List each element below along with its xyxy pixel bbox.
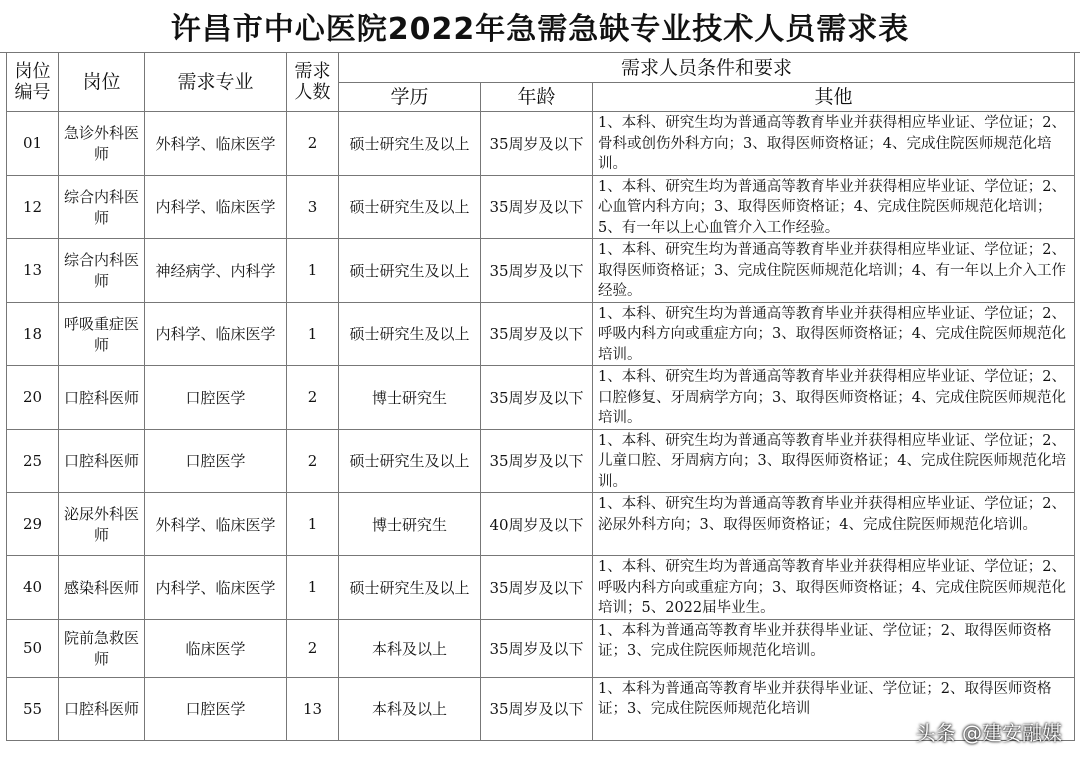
cell-education: 博士研究生	[339, 493, 481, 556]
table-row	[7, 429, 1075, 493]
cell-other: 1、本科、研究生均为普通高等教育毕业并获得相应毕业证、学位证；2、口腔修复、牙周病学方向；3、取得医师资格证；4、完成住院医师规范化培训。	[593, 366, 1075, 430]
cell-major: 外科学、临床医学	[145, 493, 287, 556]
cell-major: 内科学、临床医学	[145, 302, 287, 366]
cell-post: 口腔科医师	[59, 677, 145, 740]
cell-other: 1、本科为普通高等教育毕业并获得毕业证、学位证；2、取得医师资格证；3、完成住院医师规范化培训。	[593, 619, 1075, 677]
cell-code: 50	[7, 619, 59, 677]
cell-code: 20	[7, 366, 59, 430]
cell-count: 1	[287, 493, 339, 556]
cell-post: 院前急救医师	[59, 619, 145, 677]
cell-post: 感染科医师	[59, 556, 145, 620]
header-education: 学历	[339, 83, 481, 112]
table-row	[7, 112, 1075, 176]
cell-age: 35周岁及以下	[481, 366, 593, 430]
cell-other: 1、本科、研究生均为普通高等教育毕业并获得相应毕业证、学位证；2、心血管内科方向；3、取得医师资格证；4、完成住院医师规范化培训；5、有一年以上心血管介入工作经验。	[593, 175, 1075, 239]
cell-age: 35周岁及以下	[481, 556, 593, 620]
cell-post: 呼吸重症医师	[59, 302, 145, 366]
cell-count: 2	[287, 366, 339, 430]
table-row	[7, 239, 1075, 303]
cell-major: 外科学、临床医学	[145, 112, 287, 176]
cell-education: 博士研究生	[339, 366, 481, 430]
cell-other: 1、本科、研究生均为普通高等教育毕业并获得相应毕业证、学位证；2、泌尿外科方向；3、取得医师资格证；4、完成住院医师规范化培训。	[593, 493, 1075, 556]
cell-count: 1	[287, 302, 339, 366]
cell-code: 01	[7, 112, 59, 176]
header-count: 需求人数	[287, 53, 339, 112]
cell-code: 18	[7, 302, 59, 366]
table-row	[7, 175, 1075, 239]
cell-other: 1、本科、研究生均为普通高等教育毕业并获得相应毕业证、学位证；2、呼吸内科方向或重症方向；3、取得医师资格证；4、完成住院医师规范化培训。	[593, 302, 1075, 366]
cell-education: 本科及以上	[339, 619, 481, 677]
cell-age: 35周岁及以下	[481, 175, 593, 239]
cell-post: 泌尿外科医师	[59, 493, 145, 556]
cell-age: 35周岁及以下	[481, 429, 593, 493]
cell-major: 内科学、临床医学	[145, 175, 287, 239]
table-row	[7, 302, 1075, 366]
cell-post: 综合内科医师	[59, 239, 145, 303]
cell-count: 13	[287, 677, 339, 740]
table-row	[7, 556, 1075, 620]
cell-major: 临床医学	[145, 619, 287, 677]
cell-major: 口腔医学	[145, 429, 287, 493]
cell-education: 硕士研究生及以上	[339, 429, 481, 493]
cell-other: 1、本科、研究生均为普通高等教育毕业并获得相应毕业证、学位证；2、取得医师资格证；3、完成住院医师规范化培训；4、有一年以上介入工作经验。	[593, 239, 1075, 303]
cell-age: 35周岁及以下	[481, 302, 593, 366]
header-code: 岗位编号	[7, 53, 59, 112]
cell-major: 口腔医学	[145, 677, 287, 740]
cell-education: 硕士研究生及以上	[339, 239, 481, 303]
cell-education: 硕士研究生及以上	[339, 112, 481, 176]
cell-code: 13	[7, 239, 59, 303]
cell-count: 2	[287, 429, 339, 493]
header-age: 年龄	[481, 83, 593, 112]
cell-age: 35周岁及以下	[481, 112, 593, 176]
table-row	[7, 677, 1075, 740]
cell-code: 25	[7, 429, 59, 493]
cell-education: 硕士研究生及以上	[339, 556, 481, 620]
cell-age: 40周岁及以下	[481, 493, 593, 556]
cell-code: 55	[7, 677, 59, 740]
cell-post: 口腔科医师	[59, 366, 145, 430]
table-row	[7, 493, 1075, 556]
cell-major: 内科学、临床医学	[145, 556, 287, 620]
cell-post: 口腔科医师	[59, 429, 145, 493]
cell-age: 35周岁及以下	[481, 239, 593, 303]
cell-count: 1	[287, 556, 339, 620]
page-title: 许昌市中心医院2022年急需急缺专业技术人员需求表	[0, 0, 1080, 53]
cell-other: 1、本科、研究生均为普通高等教育毕业并获得相应毕业证、学位证；2、呼吸内科方向或重症方向；3、取得医师资格证；4、完成住院医师规范化培训；5、2022届毕业生。	[593, 556, 1075, 620]
table-row	[7, 366, 1075, 430]
cell-code: 29	[7, 493, 59, 556]
cell-code: 40	[7, 556, 59, 620]
cell-count: 1	[287, 239, 339, 303]
cell-other: 1、本科、研究生均为普通高等教育毕业并获得相应毕业证、学位证；2、骨科或创伤外科方向；3、取得医师资格证；4、完成住院医师规范化培训。	[593, 112, 1075, 176]
cell-count: 2	[287, 619, 339, 677]
cell-education: 硕士研究生及以上	[339, 175, 481, 239]
cell-count: 3	[287, 175, 339, 239]
header-post: 岗位	[59, 53, 145, 112]
cell-post: 综合内科医师	[59, 175, 145, 239]
header-other: 其他	[593, 83, 1075, 112]
cell-other: 1、本科为普通高等教育毕业并获得毕业证、学位证；2、取得医师资格证；3、完成住院医师规范化培训	[593, 677, 1075, 740]
cell-education: 本科及以上	[339, 677, 481, 740]
cell-age: 35周岁及以下	[481, 677, 593, 740]
cell-code: 12	[7, 175, 59, 239]
watermark: 头条 @建安融媒	[915, 721, 1062, 745]
cell-age: 35周岁及以下	[481, 619, 593, 677]
cell-count: 2	[287, 112, 339, 176]
header-major: 需求专业	[145, 53, 287, 112]
header-conditions: 需求人员条件和要求	[339, 53, 1075, 83]
cell-major: 神经病学、内科学	[145, 239, 287, 303]
cell-education: 硕士研究生及以上	[339, 302, 481, 366]
requirements-table	[6, 52, 1075, 741]
cell-other: 1、本科、研究生均为普通高等教育毕业并获得相应毕业证、学位证；2、儿童口腔、牙周病方向；3、取得医师资格证；4、完成住院医师规范化培训。	[593, 429, 1075, 493]
cell-major: 口腔医学	[145, 366, 287, 430]
table-row	[7, 619, 1075, 677]
cell-post: 急诊外科医师	[59, 112, 145, 176]
